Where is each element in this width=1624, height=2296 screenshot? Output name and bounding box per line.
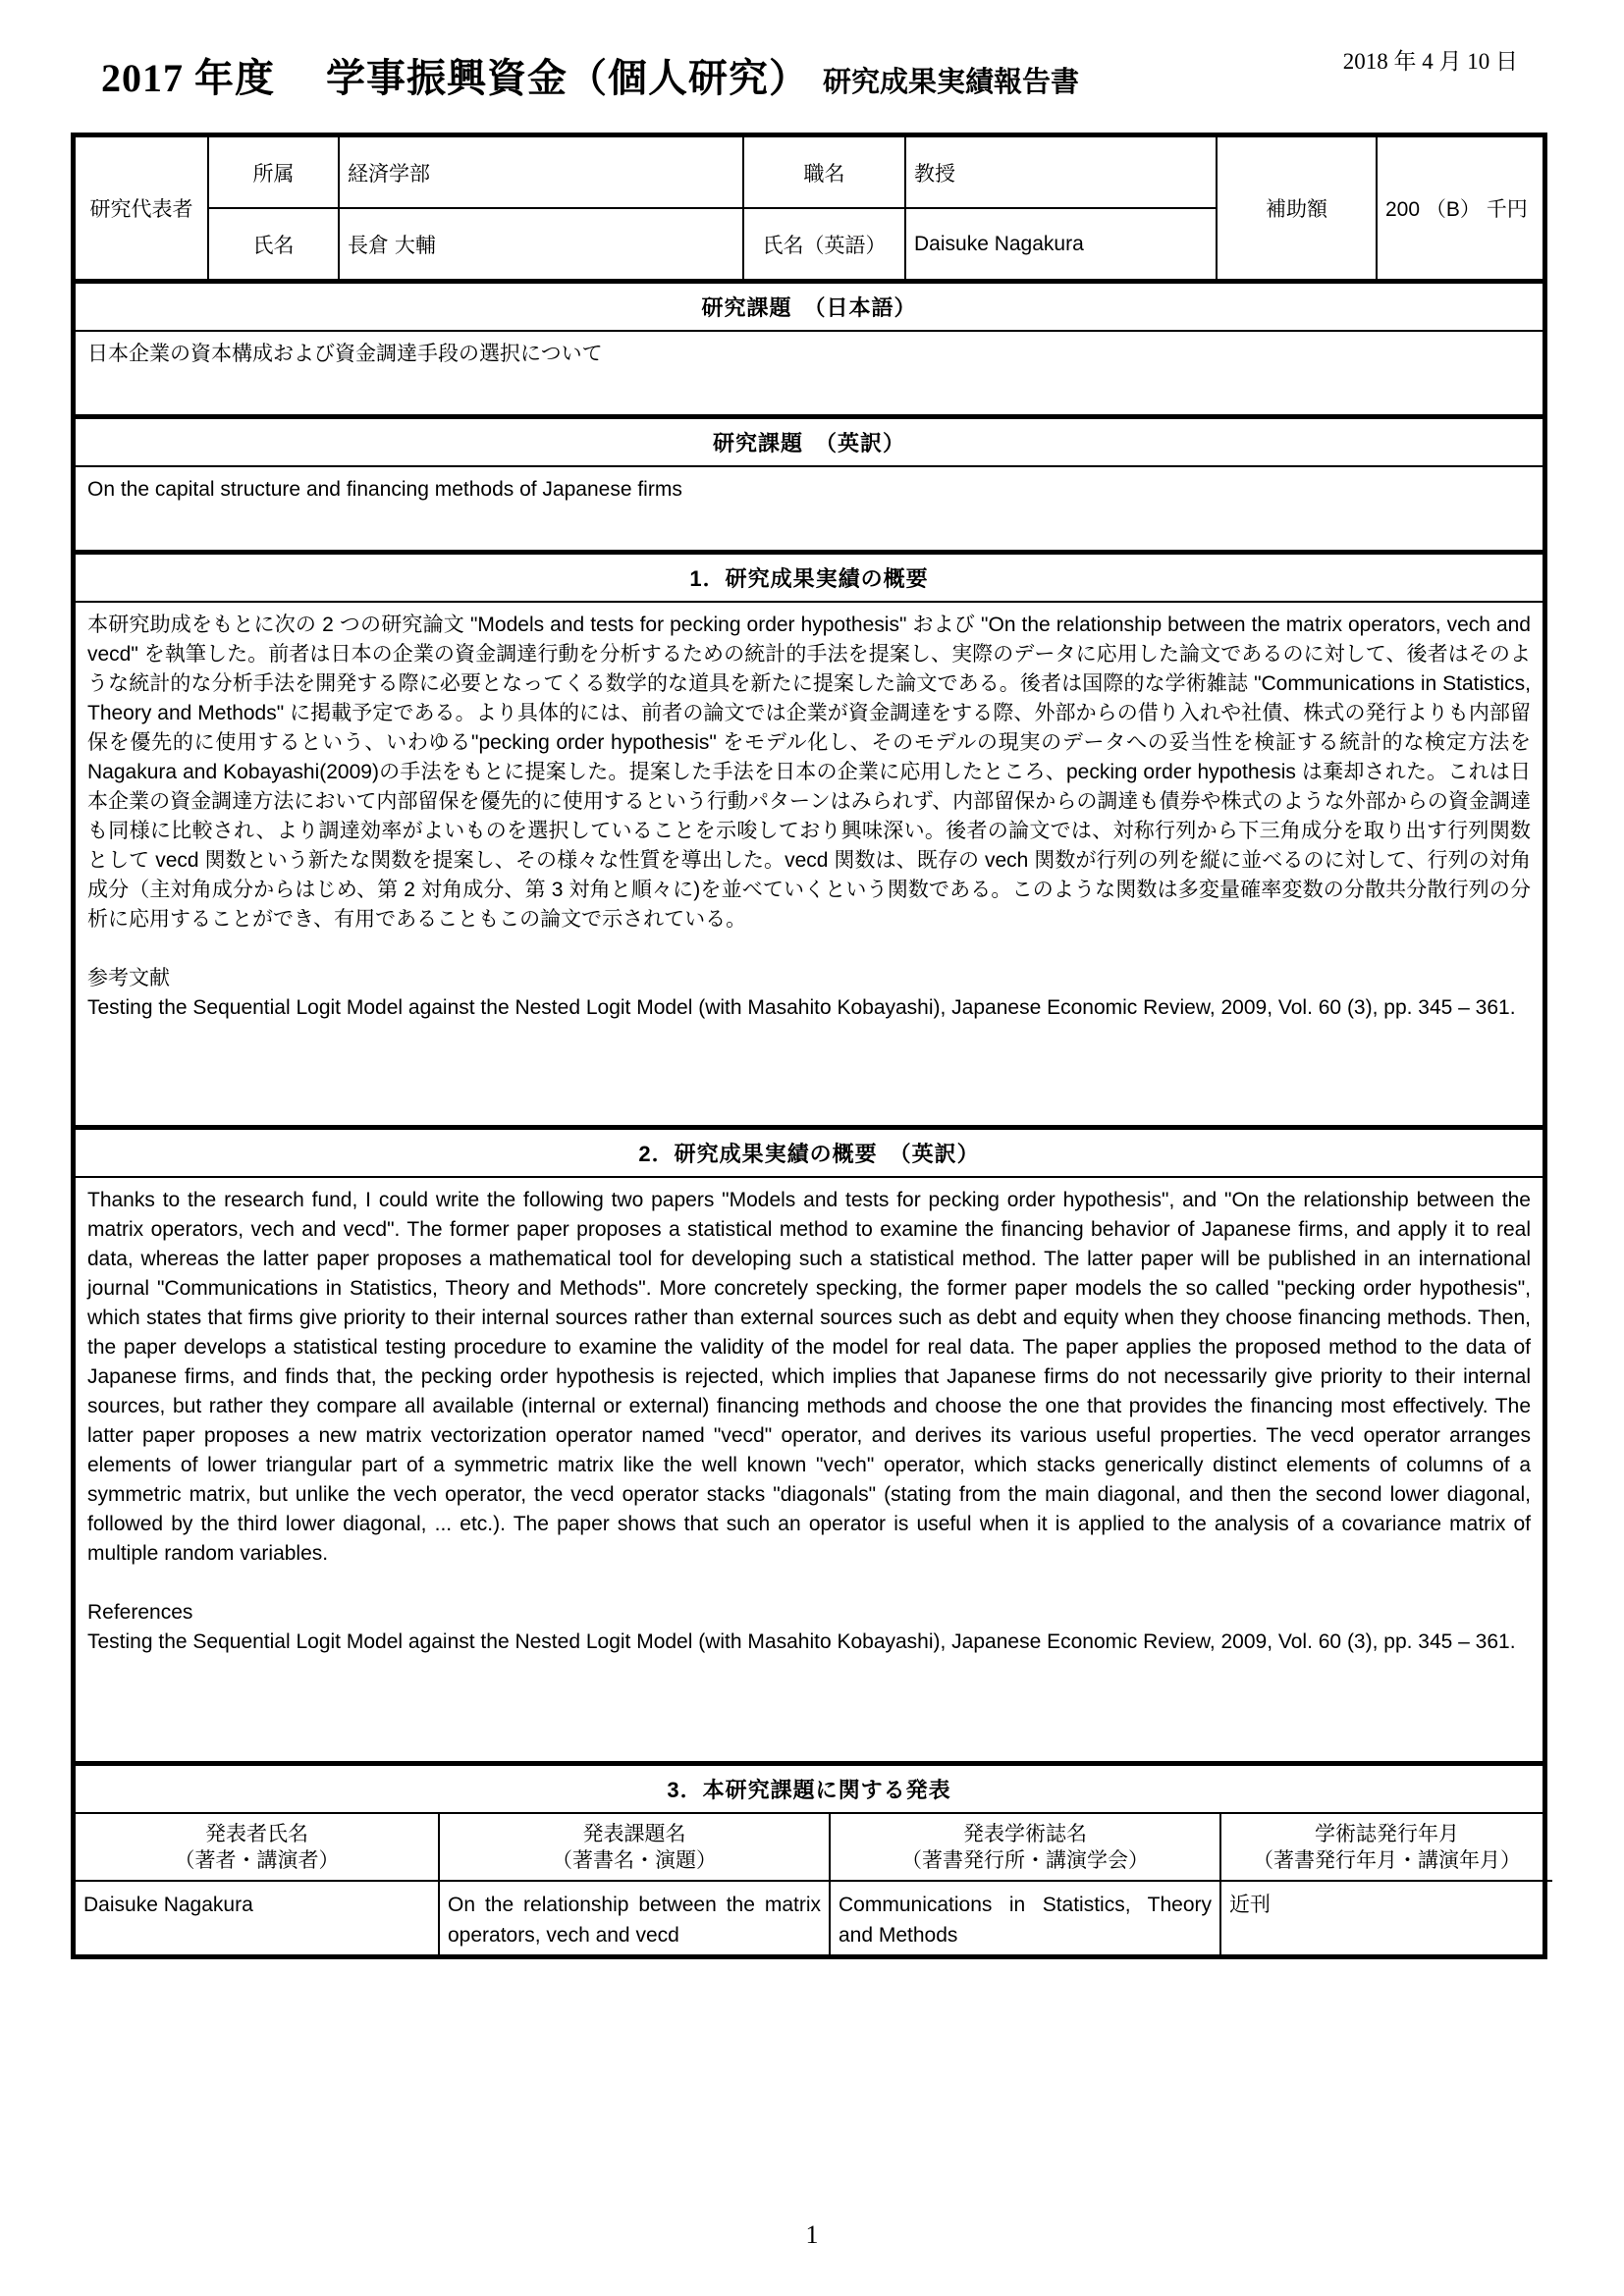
- col-date-line2: （著書発行年月・講演年月）: [1253, 1848, 1521, 1872]
- topic-ja-header: 研究課題 （日本語）: [76, 279, 1543, 332]
- col-presenter: [76, 1814, 439, 1881]
- section1-reference: Testing the Sequential Logit Model against the Nested Logit Model (with Masahito Kobayashi), Japanese Economic Review, 2009, Vol. 60 (3), pp. 345 – 361.: [87, 996, 1516, 1019]
- publications-header-row: [76, 1814, 1552, 1881]
- rep-label: 研究代表者: [76, 137, 208, 279]
- subsidy-value: 200 （B） 千円: [1377, 137, 1552, 279]
- post-label: 職名: [743, 137, 905, 208]
- col-presenter-line1: 発表者氏名: [205, 1822, 308, 1845]
- affiliation-label: 所属: [208, 137, 339, 208]
- publication-date: 近刊: [1220, 1881, 1552, 1954]
- page-number: 1: [805, 2220, 819, 2249]
- publication-presenter: Daisuke Nagakura: [76, 1881, 439, 1954]
- col-journal-line2: （著書発行所・講演学会）: [901, 1848, 1149, 1872]
- section2-reference-label: References: [87, 1601, 193, 1624]
- section1-paragraph: 本研究助成をもとに次の 2 つの研究論文 "Models and tests for pecking order hypothesis" および "On the relationship between the matrix operators, vech and vecd" を執筆した。前者は日本の企業の資金調達行動を分析するための統計的手法を提案し、実際のデータに応用した論文であるのに対して、後者はそのような統計的な分析手法を開発する際に必要となってくる数学的な道具を新たに提案した論文である。後者は国際的な学術雑誌 "Communications in Statistics, Theory and Methods" に掲載予定である。より具体的には、前者の論文では企業が資金調達をする際、外部からの借り入れや社債、株式の発行よりも内部留保を優先的に使用するという、いわゆる"pecking order hypothesis" をモデル化し、そのモデルの現実のデータへの妥当性を検証する統計的な検定方法を Nagakura and Kobayashi(2009)の手法をもとに提案した。提案した手法を日本の企業に応用したところ、pecking order hypothesis は棄却された。これは日本企業の資金調達方法において内部留保を優先的に使用するという行動パターンはみられず、内部留保からの調達も債券や株式のような外部からの資金調達も同様に比較され、より調達効率がよいものを選択していることを示唆しており興味深い。後者の論文では、対称行列から下三角成分を取り出す行列関数として vecd 関数という新たな関数を提案し、その様々な性質を導出した。vecd 関数は、既存の vech 関数が行列の列を縦に並べるのに対して、行列の対角成分（主対角成分からはじめ、第 2 対角成分、第 3 対角と順々に)を並べていくという関数である。このような関数は多変量確率変数の分散共分散行列の分析に応用することができ、有用であることもこの論文で示されている。: [87, 614, 1531, 931]
- col-date-line1: 学術誌発行年月: [1315, 1822, 1459, 1845]
- document-title-main: 2017 年度 学事振興資金（個人研究）: [101, 56, 809, 100]
- publications-table: [76, 1814, 1552, 1954]
- publication-row: [76, 1881, 1552, 1954]
- col-presenter-line2: （著者・講演者）: [174, 1848, 340, 1872]
- document-date: 2018 年 4 月 10 日: [1342, 49, 1518, 74]
- col-title-line1: 発表課題名: [582, 1822, 686, 1845]
- topic-en-body: On the capital structure and financing methods of Japanese firms: [87, 478, 682, 501]
- report-form: [71, 133, 1547, 1959]
- col-date: [1220, 1814, 1552, 1881]
- section2-header: 2．研究成果実績の概要 （英訳）: [76, 1125, 1543, 1178]
- col-title-line2: （著書名・演題）: [552, 1848, 717, 1872]
- section3-header: 3．本研究課題に関する発表: [76, 1761, 1543, 1814]
- name-en-value: Daisuke Nagakura: [905, 208, 1217, 279]
- name-en-label: 氏名（英語）: [743, 208, 905, 279]
- subsidy-label: 補助額: [1217, 137, 1377, 279]
- affiliation-value: 経済学部: [339, 137, 743, 208]
- post-value: 教授: [905, 137, 1217, 208]
- section2-paragraph: Thanks to the research fund, I could write the following two papers "Models and tests for pecking order hypothesis", and "On the relationship between the matrix operators, vech and vecd". The former paper proposes a statistical method to examine the financing behavior of Japanese firms, and apply it to real data, whereas the latter paper proposes a mathematical tool for developing such a statistical method. The latter paper will be published in an international journal "Communications in Statistics, Theory and Methods". More concretely specking, the former paper models the so called "pecking order hypothesis", which states that firms give priority to their internal sources rather than external sources such as debt and equity when they choose financing methods. Then, the paper develops a statistical testing procedure to examine the validity of the model for real data. The paper applies the proposed method to the data of Japanese firms, and finds that, the pecking order hypothesis is rejected, which implies that Japanese firms do not necessarily give priority to their internal sources, but rather they compare all available (internal or external) financing methods and choose the one that provides the financing most effectively. The latter paper proposes a new matrix vectorization operator named "vecd" operator, and derives its various useful properties. The vecd operator arranges elements of lower triangular part of a symmetric matrix like the well known "vech" operator, which stacks generically distinct elements of columns of a symmetric matrix, but unlike the vech operator, the vecd operator stacks "diagonals" (stating from the main diagonal, and then the second lower diagonal, followed by the third lower diagonal, ... etc.). The paper shows that such an operator is useful when it is applied to the analysis of a covariance matrix of multiple random variables.: [87, 1189, 1531, 1565]
- col-title: [439, 1814, 830, 1881]
- researcher-info-table: [76, 137, 1552, 279]
- publication-journal: Communications in Statistics, Theory and Methods: [830, 1881, 1220, 1954]
- section2-reference: Testing the Sequential Logit Model against the Nested Logit Model (with Masahito Kobayashi), Japanese Economic Review, 2009, Vol. 60 (3), pp. 345 – 361.: [87, 1630, 1516, 1653]
- topic-en-header: 研究課題 （英訳）: [76, 414, 1543, 467]
- col-journal-line1: 発表学術誌名: [963, 1822, 1087, 1845]
- section1-reference-label: 参考文献: [87, 967, 170, 989]
- document-title-sub: 研究成果実績報告書: [823, 67, 1080, 98]
- name-value: 長倉 大輔: [339, 208, 743, 279]
- col-journal: [830, 1814, 1220, 1881]
- document-title: [101, 47, 1079, 103]
- name-label: 氏名: [208, 208, 339, 279]
- section2-body: [76, 1178, 1543, 1761]
- publication-title: On the relationship between the matrix operators, vech and vecd: [439, 1881, 830, 1954]
- info-row-1: [76, 137, 1552, 208]
- section1-body: [76, 603, 1543, 1125]
- section1-header: 1．研究成果実績の概要: [76, 550, 1543, 603]
- topic-ja-body: 日本企業の資本構成および資金調達手段の選択について: [87, 343, 603, 365]
